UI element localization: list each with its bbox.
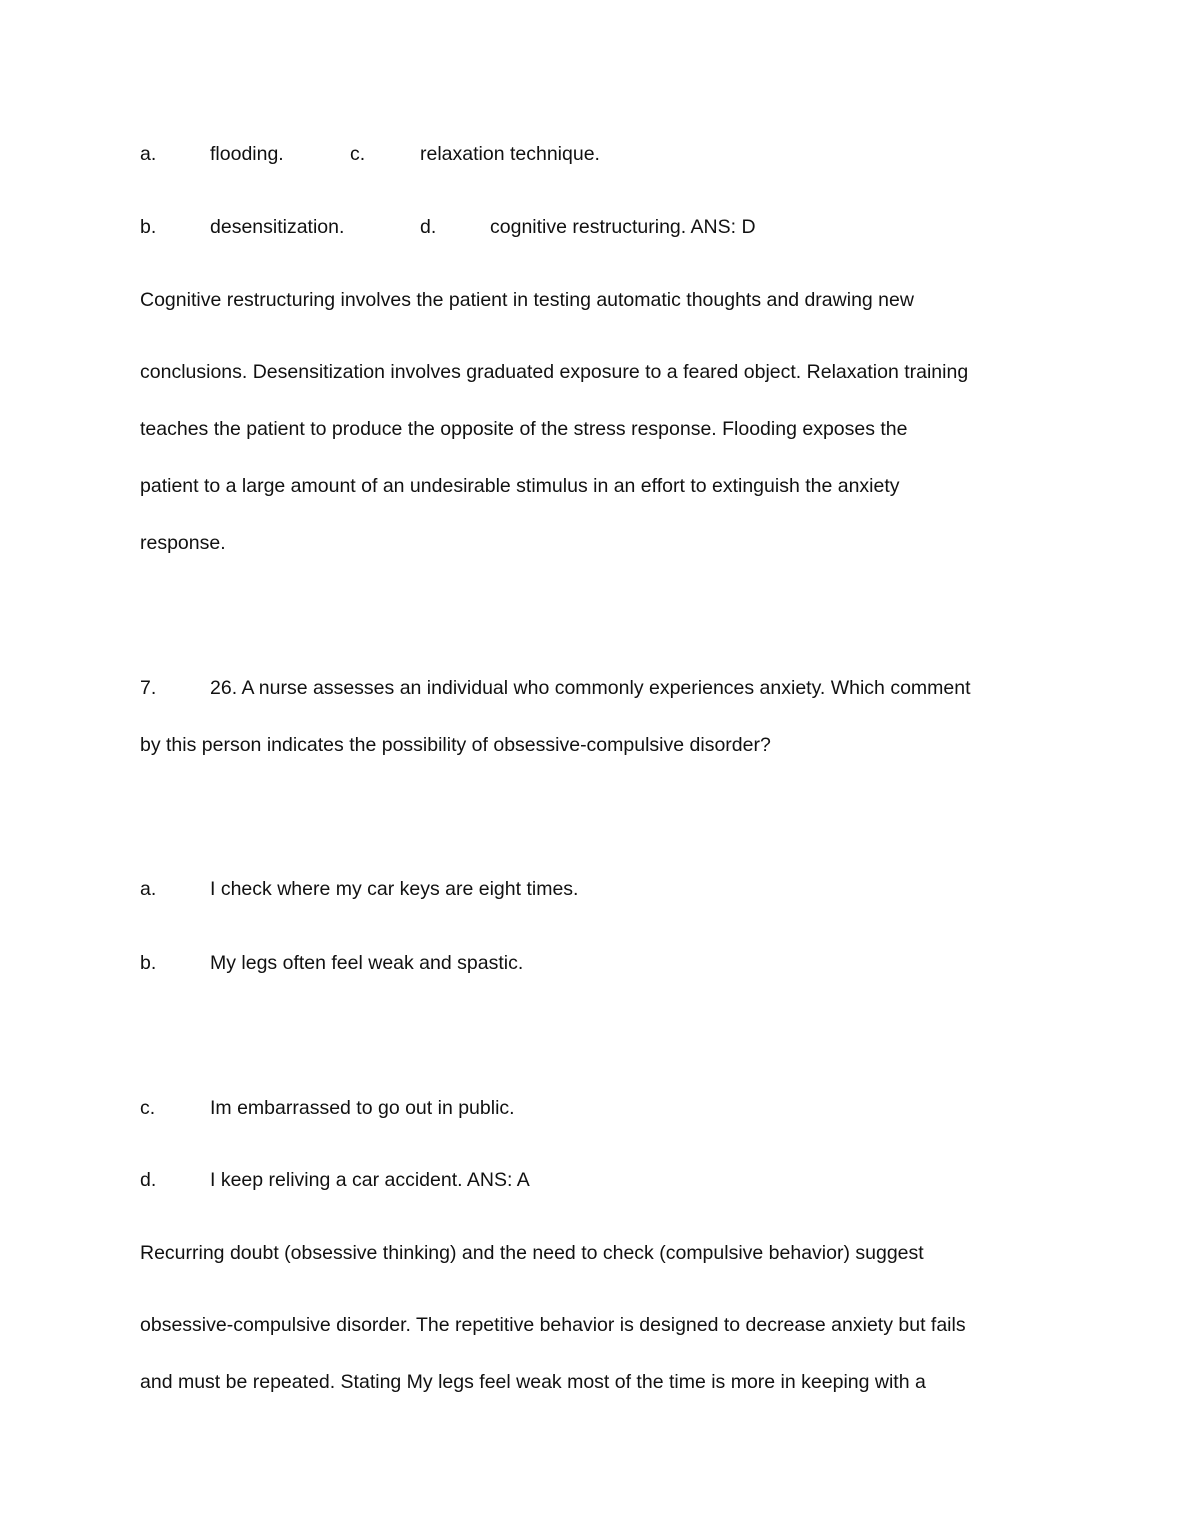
rationale-line: response.: [140, 532, 226, 554]
option-letter: a.: [140, 143, 157, 165]
option-text: I check where my car keys are eight times.: [210, 878, 579, 900]
rationale-line: Cognitive restructuring involves the patient in testing automatic thoughts and drawing new: [140, 289, 914, 311]
option-letter: a.: [140, 878, 157, 900]
option-letter: d.: [420, 216, 437, 238]
question-number: 7.: [140, 677, 157, 699]
option-letter: c.: [350, 143, 366, 165]
option-text: flooding.: [210, 143, 284, 165]
rationale-line: obsessive-compulsive disorder. The repetitive behavior is designed to decrease anxiety but fails: [140, 1314, 966, 1336]
option-text: I keep reliving a car accident. ANS: A: [210, 1169, 530, 1191]
option-text: cognitive restructuring. ANS: D: [490, 216, 756, 238]
option-text: Im embarrassed to go out in public.: [210, 1097, 515, 1119]
rationale-line: Recurring doubt (obsessive thinking) and the need to check (compulsive behavior) suggest: [140, 1242, 924, 1264]
option-text: My legs often feel weak and spastic.: [210, 952, 524, 974]
rationale-line: conclusions. Desensitization involves graduated exposure to a feared object. Relaxation training: [140, 361, 969, 383]
question-stem: by this person indicates the possibility of obsessive-compulsive disorder?: [140, 734, 771, 756]
question-stem: 26. A nurse assesses an individual who commonly experiences anxiety. Which comment: [210, 677, 971, 699]
rationale-line: teaches the patient to produce the opposite of the stress response. Flooding exposes the: [140, 418, 908, 440]
option-letter: c.: [140, 1097, 156, 1119]
rationale-line: patient to a large amount of an undesirable stimulus in an effort to extinguish the anxiety: [140, 475, 900, 497]
option-letter: d.: [140, 1169, 157, 1191]
option-letter: b.: [140, 952, 157, 974]
option-letter: b.: [140, 216, 157, 238]
option-text: relaxation technique.: [420, 143, 600, 165]
option-text: desensitization.: [210, 216, 345, 238]
rationale-line: and must be repeated. Stating My legs feel weak most of the time is more in keeping with a: [140, 1371, 926, 1393]
